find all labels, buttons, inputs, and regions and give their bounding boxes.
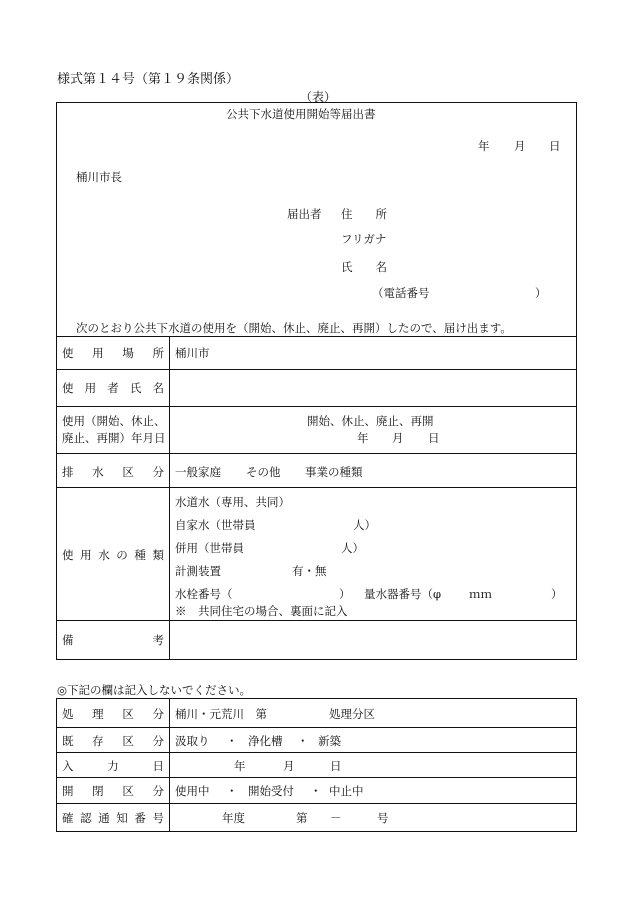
confirm-dash: － — [330, 811, 342, 825]
water-type-line1: 水道水（専用、共同） — [175, 495, 290, 509]
drainage-option-other: その他 — [246, 465, 281, 479]
input-date-month: 月 — [283, 759, 295, 773]
applicant-phone-label: （電話番号 — [372, 286, 430, 300]
open-close-label: 開 閉 区 分 — [62, 784, 164, 798]
input-date-day: 日 — [330, 759, 342, 773]
side-label: （表） — [300, 90, 337, 104]
water-type-line5d: ｍｍ — [469, 587, 492, 601]
usage-date-day: 日 — [428, 431, 440, 445]
existing-option-1: 汲取り — [175, 734, 210, 748]
open-close-sep-2: ・ — [310, 784, 322, 798]
existing-option-3: 新築 — [318, 734, 341, 748]
form-title: 公共下水道使用開始等届出書 — [226, 107, 376, 121]
open-close-option-3: 中止中 — [329, 784, 364, 798]
usage-date-month: 月 — [392, 431, 404, 445]
date-month: 月 — [514, 139, 526, 153]
statement: 次のとおり公共下水道の使用を（開始、休止、廃止、再開）したので、届け出ます。 — [76, 321, 512, 335]
treatment-subdistrict: 処理分区 — [329, 707, 375, 721]
office-note: ◎下記の欄は記入しないでください。 — [57, 683, 252, 697]
usage-date-label-1: 使用（開始、休止、 — [62, 414, 166, 428]
place-label: 使 用 場 所 — [62, 346, 164, 360]
applicant-name-label: 氏 名 — [341, 260, 387, 274]
input-date-label: 入 力 日 — [62, 759, 164, 773]
water-type-line4b: 有・無 — [292, 564, 327, 578]
confirm-no: 第 — [296, 811, 308, 825]
water-type-line4a: 計測装置 — [175, 564, 221, 578]
water-type-line5a: 水栓番号（ — [175, 587, 233, 601]
existing-sep-1: ・ — [226, 734, 238, 748]
water-type-line3b: 人） — [341, 541, 364, 555]
date-year: 年 — [478, 139, 490, 153]
confirm-label: 確 認 通 知 番 号 — [62, 811, 164, 825]
open-close-sep-1: ・ — [226, 784, 238, 798]
applicant-address-label: 住 所 — [341, 207, 387, 221]
existing-option-2: 浄化槽 — [248, 734, 283, 748]
existing-label: 既 存 区 分 — [62, 734, 164, 748]
applicant-phone-close: ） — [535, 286, 547, 300]
input-date-year: 年 — [234, 759, 246, 773]
drainage-option-household: 一般家庭 — [175, 465, 221, 479]
treatment-label: 処 理 区 分 — [62, 707, 164, 721]
usage-date-options: 開始、休止、廃止、再開 — [307, 414, 434, 428]
confirm-go: 号 — [377, 811, 389, 825]
treatment-value: 桶川・元荒川 第 — [175, 707, 267, 721]
date-day: 日 — [549, 139, 561, 153]
water-type-line3a: 併用（世帯員 — [175, 541, 244, 555]
water-type-line5b: ） — [339, 587, 351, 601]
open-close-option-1: 使用中 — [175, 784, 210, 798]
water-type-line2a: 自家水（世帯員 — [175, 518, 256, 532]
water-type-line5c: 量水器番号（φ — [364, 587, 442, 601]
drainage-label: 排 水 区 分 — [62, 465, 164, 479]
usage-date-label-2: 廃止、再開）年月日 — [62, 431, 166, 445]
existing-sep-2: ・ — [297, 734, 309, 748]
water-type-note: ※ 共同住宅の場合、裏面に記入 — [175, 604, 348, 618]
water-type-line2b: 人） — [353, 518, 376, 532]
place-value: 桶川市 — [175, 346, 210, 360]
form-number: 様式第１４号（第１９条関係） — [57, 72, 240, 87]
confirm-year: 年度 — [222, 811, 245, 825]
remarks-label: 備 考 — [62, 633, 164, 647]
addressee: 桶川市長 — [76, 170, 122, 184]
applicant-label: 届出者 — [287, 207, 322, 221]
drainage-option-business: 事業の種類 — [305, 465, 363, 479]
usage-date-year: 年 — [357, 431, 369, 445]
applicant-furigana-label: フリガナ — [341, 232, 387, 246]
water-type-label: 使 用 水 の 種 類 — [62, 548, 164, 562]
user-name-label: 使 用 者 氏 名 — [62, 381, 164, 395]
water-type-line5e: ） — [551, 587, 563, 601]
open-close-option-2: 開始受付 — [248, 784, 294, 798]
